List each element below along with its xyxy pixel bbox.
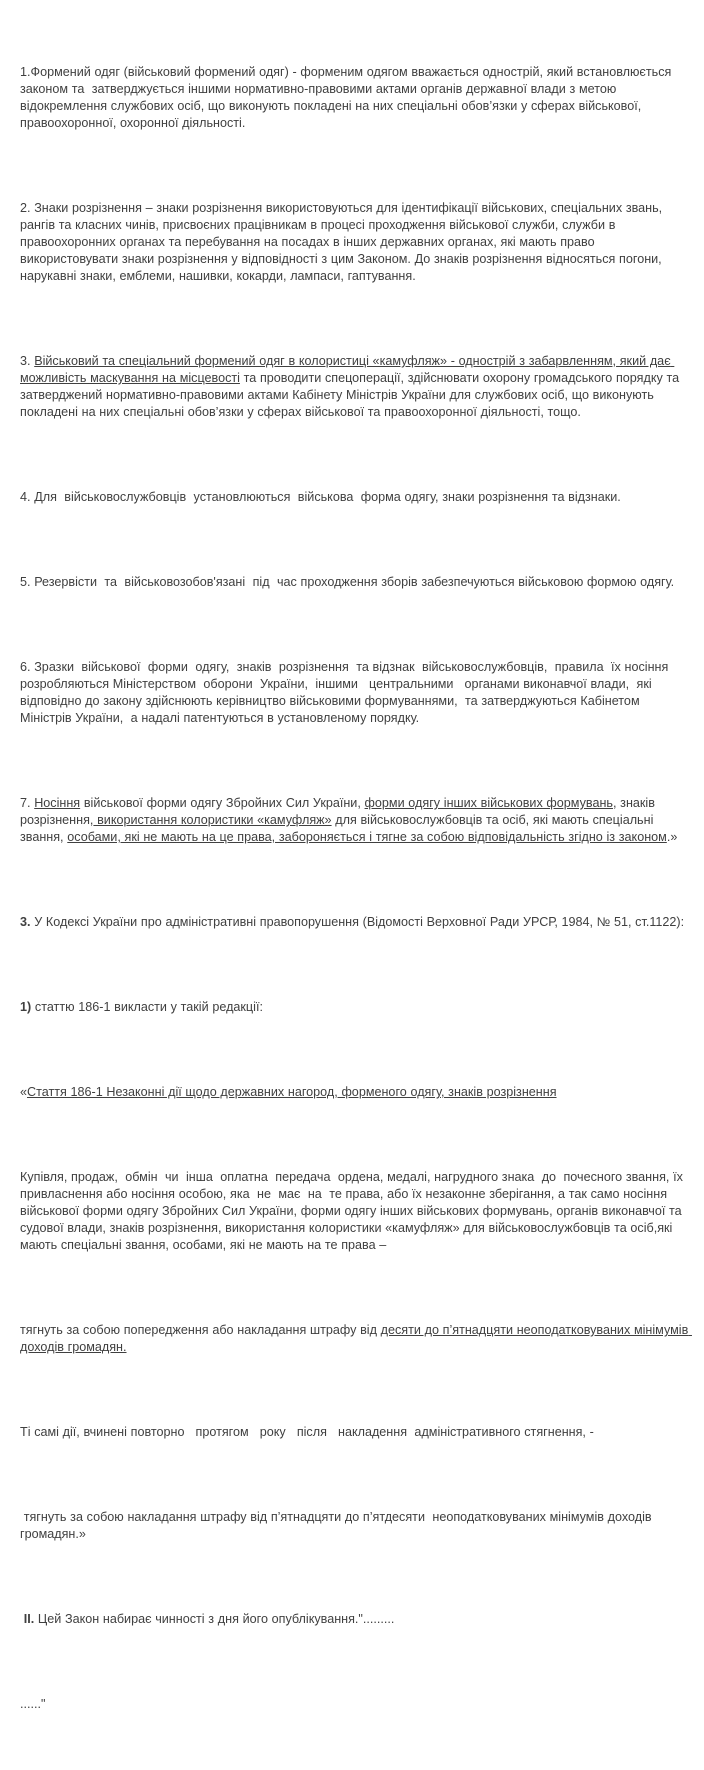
para-3-camouflage-definition	[20, 353, 691, 421]
para-7-wearing-prohibition	[20, 795, 691, 846]
item-1-article-186-1	[20, 999, 691, 1016]
paragraph-text: , знаків розрізнення,	[20, 796, 659, 827]
paragraph-text: 2. Знаки розрізнення – знаки розрізнення використовуються для ідентифікації військових, спеціальних звань, рангів та класних чинів, присвоєних працівникам в процесі проходження військової служби, служби в правоохоронних органах та перебування на посадах в інших державних органах, які мають право використовувати знаки розрізнення у відповідності з цим Законом. До знаків розрізнення відносяться погони, нарукавні знаки, емблеми, нашивки, кокарди, лампаси, гаптування.	[20, 201, 666, 283]
paragraph-text: У Кодексі України про адміністративні правопорушення (Відомості Верховної Ради УРСР, 1984, № 51, ст.1122):	[30, 915, 685, 929]
section-number: II.	[23, 1612, 35, 1626]
article-186-1-offense-description	[20, 1169, 691, 1254]
penalty-repeat-offense	[20, 1509, 691, 1543]
paragraph-text: 3.	[20, 354, 35, 368]
para-2-insignia-definition	[20, 200, 691, 285]
paragraph-text: та проводити спецоперації, здійснювати охорону громадського порядку та затверджений нормативно-правовими актами Кабінету Міністрів України для службових осіб, що виконують покладені на них спеціальні обов’язки у сферах військової та правоохоронної діяльності, тощо.	[20, 371, 683, 419]
paragraph-text: військової форми одягу Збройних Сил України,	[80, 796, 365, 810]
underlined-text: особами, які не мають на це права, забороняється і тягне за собою відповідальність згідно із законом	[67, 830, 667, 844]
paragraph-text: тягнуть за собою накладання штрафу від п’ятнадцяти до п’ятдесяти неоподатковуваних мінімумів доходів громадян.»	[20, 1510, 656, 1541]
para-4-servicemen-uniform	[20, 489, 691, 506]
underlined-text: використання колористики «камуфляж»	[93, 813, 332, 827]
underlined-text: десяти до п’ятнадцяти неоподатковуваних мінімумів доходів громадян.	[20, 1323, 692, 1354]
underlined-text: Стаття 186-1 Незаконні дії щодо державних нагород, форменого одягу, знаків розрізнення	[27, 1085, 557, 1099]
penalty-first-offense	[20, 1322, 691, 1356]
para-5-reservists	[20, 574, 691, 591]
paragraph-text: Цей Закон набирає чинності з дня його опублікування.".........	[34, 1612, 395, 1626]
paragraph-text: .»	[666, 830, 678, 844]
repeat-offense-clause	[20, 1424, 691, 1441]
paragraph-text: для військовослужбовців та осіб, які мають спеціальні звання,	[20, 813, 658, 844]
section-number: 3.	[20, 915, 31, 929]
trailing-dots	[20, 1696, 691, 1713]
paragraph-text: статтю 186-1 викласти у такій редакції:	[31, 1000, 263, 1014]
paragraph-text: ......"	[20, 1697, 46, 1711]
underlined-text: форми одягу інших військових формувань	[364, 796, 613, 810]
section-3-admin-code	[20, 914, 691, 931]
paragraph-text: 1.Формений одяг (військовий формений одяг) - форменим одягом вважається однострій, який встановлюється законом та затверджується іншими нормативно-правовими актами органів державної влади з метою відокремлення службових осіб, що виконують покладені на них спеціальні обов’язки у сферах військової, правоохоронної, охоронної діяльності.	[20, 65, 676, 130]
item-number: 1)	[20, 1000, 32, 1014]
paragraph-text: Купівля, продаж, обмін чи інша оплатна передача ордена, медалі, нагрудного знака до почесного звання, їх привласнення або носіння особою, яка не має на те права, або їх незаконне зберігання, а так само носіння військової форми одягу Збройних Сил України, форми одягу інших військових формувань, органів виконавчої та судової влади, знаків розрізнення, використання колористики «камуфляж» для військовослужбовців та осіб,які мають спеціальні звання, особами, які не мають на те права –	[20, 1170, 687, 1252]
paragraph-text: 7.	[20, 796, 35, 810]
para-6-uniform-samples	[20, 659, 691, 727]
section-2-entry-into-force	[20, 1611, 691, 1628]
paragraph-text: 4. Для військовослужбовців установлюються військова форма одягу, знаки розрізнення та відзнаки.	[20, 490, 621, 504]
para-1-uniform-definition	[20, 64, 691, 132]
paragraph-text: 6. Зразки військової форми одягу, знаків розрізнення та відзнак військовослужбовців, правила їх носіння розробляються Міністерством оборони України, іншими центральними органами виконавчої влади, які відповідно до закону здійснюють керівництво військовими формуваннями, та затверджуються Кабінетом Міністрів України, а надалі патентуються в установленому порядку.	[20, 660, 676, 725]
paragraph-text: 5. Резервісти та військовозобов'язані під час проходження зборів забезпечуються військовою формою одягу.	[20, 575, 675, 589]
article-186-1-title	[20, 1084, 691, 1101]
underlined-text: Військовий та спеціальний формений одяг в колористиці «камуфляж» - однострій з забарвленням, який дає можливість маскування на місцевості	[20, 354, 675, 385]
paragraph-text: тягнуть за собою попередження або накладання штрафу від	[20, 1323, 381, 1337]
paragraph-text: Ті самі дії, вчинені повторно протягом року після накладення адміністративного стягнення, -	[20, 1425, 594, 1439]
paragraph-text: «	[20, 1085, 28, 1099]
underlined-text: Носіння	[34, 796, 81, 810]
